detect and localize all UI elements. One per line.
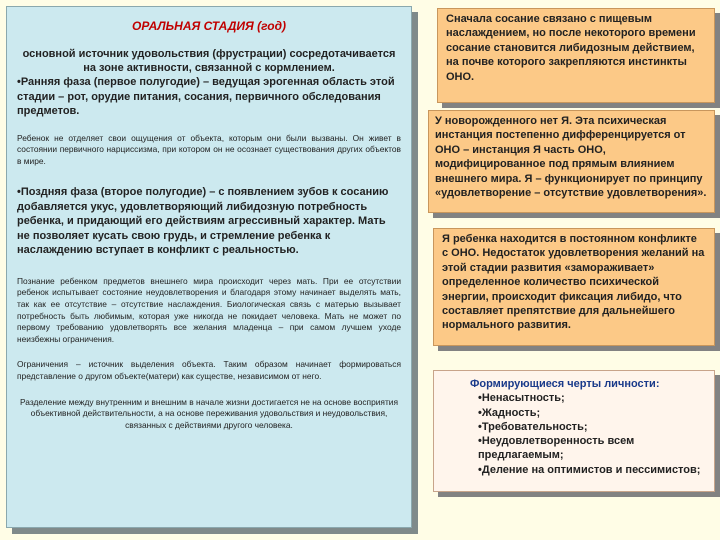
early-note-text: Ребенок не отделяет свои ощущения от объекта, которым они были вызваны. Он живет в состоянии первичного нарциссизма, при котором он не осознает существования других объектов в мире.	[17, 132, 401, 166]
traits-box	[433, 370, 715, 492]
trait-item: •Требовательность;	[478, 420, 588, 433]
late-phase-text: •Поздняя фаза (второе полугодие) – с появлением зубов к сосанию добавляется укус, удовлетворяющий либидозную потребность ребенка, и придающий его действиям агрессивный характер. Мать не позволяет кусать свою грудь, и стремление ребенка к наслаждению вступает в конфликт с реальностью.	[17, 186, 389, 257]
ego-box: У новорожденного нет Я. Эта психическая инстанция постепенно дифференцируется от ОНО – инстанция Я часть ОНО, модифицированное под прямым влиянием внешнего мира. Я – функционирует по принципу «удовлетворение – отсутствие удовлетворения».	[428, 110, 715, 213]
limits-note-text: Ограничения – источник выделения объекта. Таким образом начинает формироваться представление о другом объекте(матери) как существе, независимом от него.	[17, 359, 401, 381]
distinction-note-text: Разделение между внутренним и внешним в начале жизни достигается не на основе восприятия объективной действительности, а на основе переживания удовольствия и неудовольствия, связанных с действиями другого человека.	[19, 396, 399, 430]
fixation-box: Я ребенка находится в постоянном конфликте с ОНО. Недостаток удовлетворения желаний на этой стадии развития «замораживает» определенное количество психической энергии, происходит фиксация либидо, что составляет препятствие для дальнейшего нормального развития.	[433, 228, 715, 346]
trait-item: •Ненасытность;	[478, 392, 565, 405]
early-phase-text: •Ранняя фаза (первое полугодие) – ведущая эрогенная область этой стадии – рот, орудие питания, сосания, первичного обследования предметов.	[17, 76, 395, 117]
trait-item: •Деление на оптимистов и пессимистов;	[478, 463, 701, 476]
oral-stage-panel	[6, 6, 412, 528]
trait-item: •Жадность;	[478, 406, 541, 419]
trait-item: •Неудовлетворенность всем предлагаемым;	[478, 435, 638, 462]
panel-title: ОРАЛЬНАЯ СТАДИЯ (год)	[132, 19, 286, 33]
traits-heading: Формирующиеся черты личности:	[470, 378, 660, 390]
mother-note-text: Познание ребенком предметов внешнего мира происходит через мать. При ее отсутствии ребенок испытывает состояние неудовлетворения и благодаря этому начинает выделять мать, так как ее отсутствие – отсутствие наслаждения. Биологическая связь с матерью вызывает потребность быть любимым, которая уже никогда не покидает человека. Мать не может по первому требованию удовлетворять все желания младенца – при самом лучшем уходе неизбежны ограничения.	[17, 275, 401, 344]
sucking-box: Сначала сосание связано с пищевым наслаждением, но после некоторого времени сосание становится либидозным действием, на почве которого закрепляются инстинкты ОНО.	[437, 8, 715, 103]
intro-text: основной источник удовольствия (фрустрации) сосредотачивается на зоне активности, связанной с кормлением.	[22, 48, 396, 74]
